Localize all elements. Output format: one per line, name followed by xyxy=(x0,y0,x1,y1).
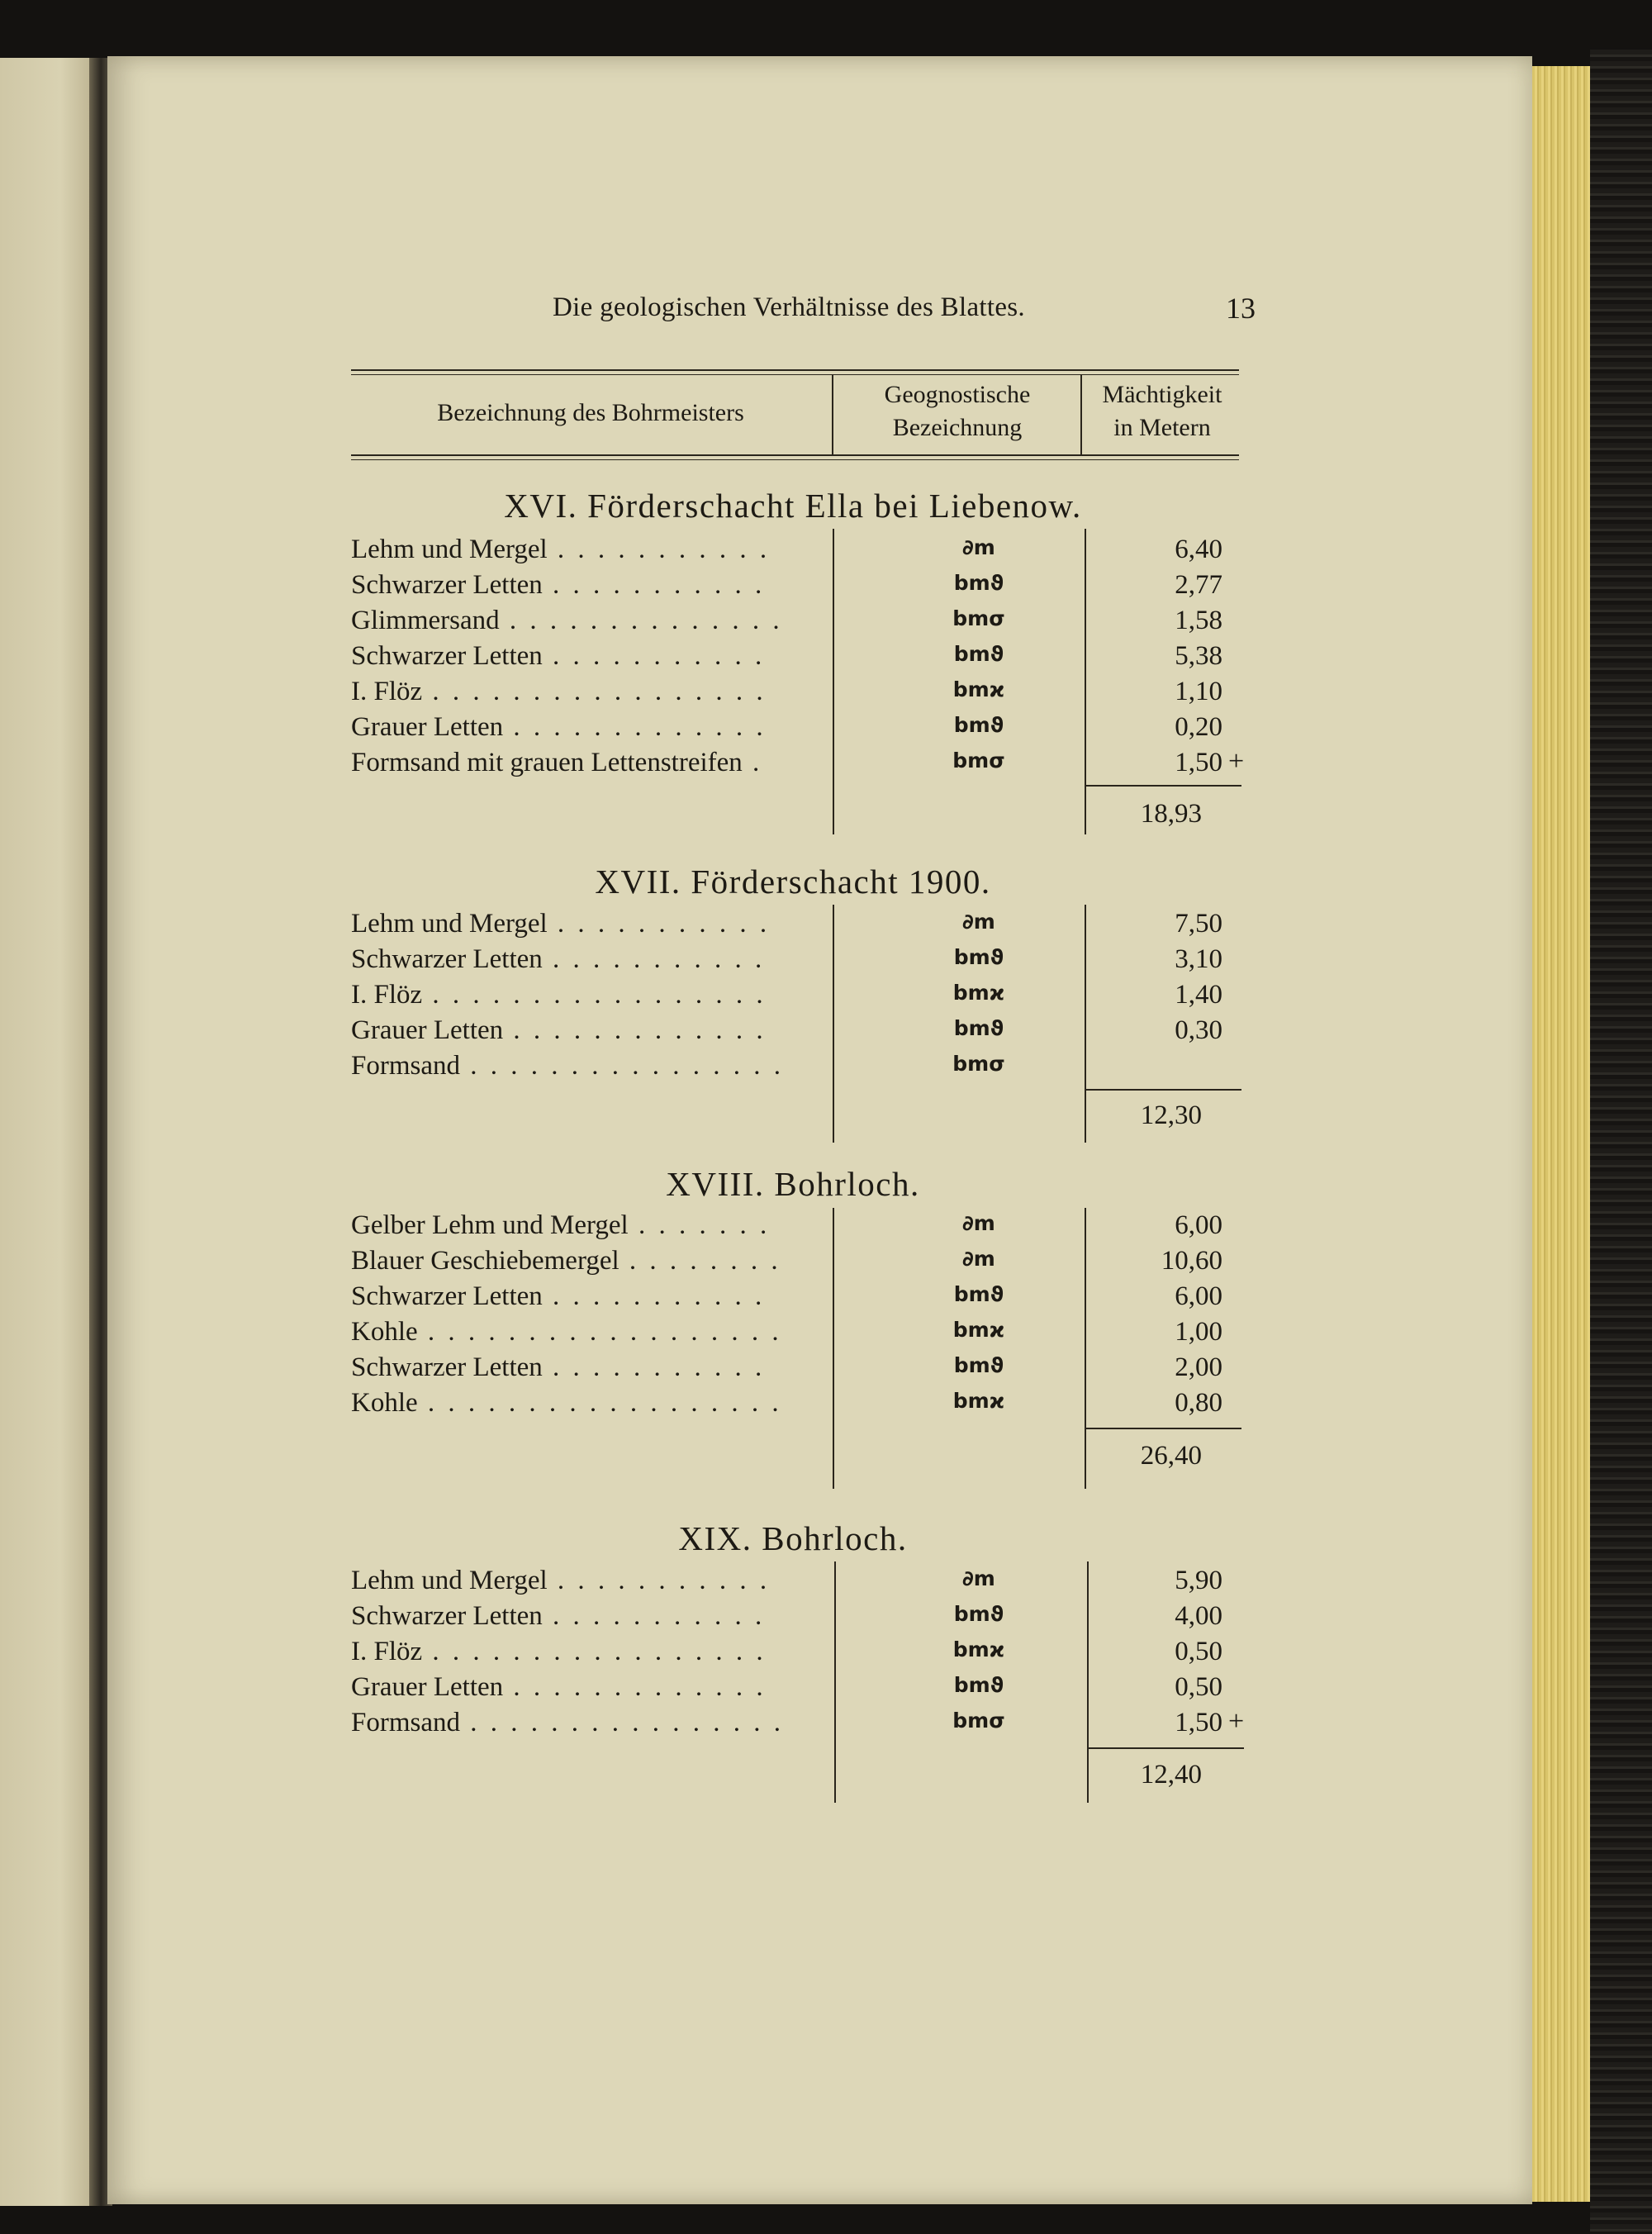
layer-name-text: I. Flöz xyxy=(351,980,423,1010)
layer-name xyxy=(351,1210,818,1241)
layer-name-text: Grauer Letten xyxy=(351,1015,504,1045)
geognostic-code: bmϑ xyxy=(953,1673,1004,1697)
layer-name-text: Glimmersand xyxy=(351,606,500,635)
layer-name-text: Schwarzer Letten xyxy=(351,1601,543,1631)
leader-dots: . . . . . . . . . . . . . . . . . . xyxy=(417,1388,782,1418)
geognostic-code: bmϑ xyxy=(953,1353,1004,1377)
sum-rule xyxy=(1087,1747,1244,1749)
table-row xyxy=(351,1210,1227,1246)
table-row xyxy=(351,1566,1227,1601)
leader-dots: . . . . . . . . . . . . . . . . xyxy=(460,1051,784,1081)
thickness-value: 6,40 xyxy=(1175,535,1222,564)
thickness-value: 0,50 xyxy=(1175,1637,1222,1666)
table-row xyxy=(351,1015,1227,1051)
table-row xyxy=(351,1388,1227,1424)
table-row xyxy=(351,1317,1227,1352)
layer-name xyxy=(351,1601,818,1632)
table-row xyxy=(351,909,1227,944)
layer-name xyxy=(351,1708,818,1738)
layer-name-text: Grauer Letten xyxy=(351,1672,504,1702)
header-bottom-rule xyxy=(351,454,1239,456)
header-divider-2 xyxy=(1080,374,1082,454)
geognostic-code: bmϑ xyxy=(953,713,1004,737)
column-divider-value xyxy=(1085,529,1086,834)
geognostic-code: ∂m xyxy=(962,1566,995,1590)
thickness-value: 1,00 xyxy=(1175,1317,1222,1347)
geognostic-code: ∂m xyxy=(962,910,995,934)
leader-dots: . . . . . . . . . . . . . . . . . . xyxy=(417,1317,782,1347)
thickness-value: 2,77 xyxy=(1175,570,1222,600)
table-row xyxy=(351,944,1227,980)
layer-name-text: Grauer Letten xyxy=(351,712,504,742)
thickness-value: 3,10 xyxy=(1175,944,1222,974)
layer-name-text: Lehm und Mergel xyxy=(351,1566,548,1595)
layer-name xyxy=(351,748,818,778)
layer-name-text: I. Flöz xyxy=(351,677,423,706)
layer-name xyxy=(351,712,818,743)
layer-name xyxy=(351,1388,818,1419)
leader-dots: . . . . . . . . . . . . . xyxy=(503,712,767,742)
table-row xyxy=(351,677,1227,712)
table-row xyxy=(351,1352,1227,1388)
geognostic-code: bmϰ xyxy=(952,677,1005,701)
thickness-value: 1,58 xyxy=(1175,606,1222,635)
table-row xyxy=(351,1246,1227,1281)
thickness-value: 0,30 xyxy=(1175,1015,1222,1045)
table-row xyxy=(351,1281,1227,1317)
thickness-value: 4,00 xyxy=(1175,1601,1222,1631)
layer-name xyxy=(351,909,818,939)
table-row xyxy=(351,606,1227,641)
table-row xyxy=(351,535,1227,570)
geognostic-code: bmϑ xyxy=(953,945,1004,969)
layer-name xyxy=(351,1566,818,1596)
page-block-edge xyxy=(1532,66,1590,2202)
geognostic-code: bmϑ xyxy=(953,1016,1004,1040)
section-total: 18,93 xyxy=(1140,799,1202,829)
leader-dots: . . . . . . . xyxy=(628,1210,771,1240)
layer-name-text: Formsand mit grauen Lettenstreifen xyxy=(351,748,743,777)
facing-page-edge xyxy=(0,58,101,2206)
column-header-maechtigkeit-line1: Mächtigkeit xyxy=(1102,381,1222,408)
geognostic-code: bmσ xyxy=(952,1709,1005,1733)
thickness-value: 0,50 xyxy=(1175,1672,1222,1702)
thickness-value: 6,00 xyxy=(1175,1281,1222,1311)
column-header-geognostisch-line1: Geognostische xyxy=(884,381,1031,408)
book-cover-edge xyxy=(1590,50,1652,2234)
table-row xyxy=(351,1706,1245,1743)
layer-name-text: Schwarzer Letten xyxy=(351,641,543,671)
layer-name-text: Formsand xyxy=(351,1708,460,1737)
table-row xyxy=(351,570,1227,606)
thickness-value: 1,40 xyxy=(1175,980,1222,1010)
leader-dots: . . . . . . . . . . . xyxy=(547,1566,771,1595)
thickness-value: 1,10 xyxy=(1175,677,1222,706)
running-title: Die geologischen Verhältnisse des Blattes. xyxy=(553,292,1025,322)
layer-name xyxy=(351,1637,818,1667)
geognostic-code: ∂m xyxy=(962,535,995,559)
section-title: XVI. Förderschacht Ella bei Liebenow. xyxy=(504,487,1082,525)
layer-name xyxy=(351,570,818,601)
section-title: XVIII. Bohrloch. xyxy=(666,1165,920,1203)
thickness-value: 1,50 xyxy=(1175,748,1222,777)
leader-dots: . . . . . . . . . . . xyxy=(547,909,771,939)
layer-name-text: Kohle xyxy=(351,1317,418,1347)
layer-name-text: Schwarzer Letten xyxy=(351,1281,543,1311)
leader-dots: . . . . . . . . . . . xyxy=(542,1601,766,1631)
header-top-rule-2 xyxy=(351,374,1239,375)
geognostic-code: bmϑ xyxy=(953,571,1004,595)
geognostic-code: bmσ xyxy=(952,749,1005,772)
thickness-value: 5,38 xyxy=(1175,641,1222,671)
column-divider-geo xyxy=(833,1208,834,1489)
geognostic-code: bmσ xyxy=(952,606,1005,630)
layer-name-text: Gelber Lehm und Mergel xyxy=(351,1210,629,1240)
thickness-value: 0,80 xyxy=(1175,1388,1222,1418)
layer-name-text: I. Flöz xyxy=(351,1637,423,1666)
sum-rule xyxy=(1085,1089,1241,1091)
leader-dots: . . . . . . . . . . . xyxy=(542,641,766,671)
layer-name-text: Schwarzer Letten xyxy=(351,1352,543,1382)
layer-name-text: Schwarzer Letten xyxy=(351,944,543,974)
layer-name xyxy=(351,535,818,565)
thickness-value: 2,00 xyxy=(1175,1352,1222,1382)
header-divider-1 xyxy=(832,374,833,454)
layer-name xyxy=(351,980,818,1010)
layer-name-text: Formsand xyxy=(351,1051,460,1081)
leader-dots: . . . . . . . . . . . . . . xyxy=(499,606,783,635)
column-header-bohrmeister: Bezeichnung des Bohrmeisters xyxy=(437,399,744,426)
layer-name xyxy=(351,1317,818,1348)
column-divider-geo xyxy=(833,905,834,1143)
thickness-value: 6,00 xyxy=(1175,1210,1222,1240)
leader-dots: . . . . . . . . . . . xyxy=(542,1352,766,1382)
thickness-value: 10,60 xyxy=(1161,1246,1222,1276)
layer-name-text: Schwarzer Letten xyxy=(351,570,543,600)
column-divider-geo xyxy=(834,1561,836,1803)
layer-name xyxy=(351,1281,818,1312)
geognostic-code: bmϰ xyxy=(952,1318,1005,1342)
thickness-value: 1,50 xyxy=(1175,1708,1222,1737)
table-row xyxy=(351,712,1227,748)
column-header-maechtigkeit xyxy=(1084,378,1241,444)
geognostic-code: bmϰ xyxy=(952,1637,1005,1661)
geognostic-code: ∂m xyxy=(962,1247,995,1271)
leader-dots: . xyxy=(742,748,763,777)
section-total: 12,30 xyxy=(1140,1100,1202,1130)
geognostic-code: bmϰ xyxy=(952,981,1005,1005)
leader-dots: . . . . . . . . . . . xyxy=(542,944,766,974)
sum-rule xyxy=(1085,1428,1241,1429)
geognostic-code: bmσ xyxy=(952,1052,1005,1076)
geognostic-code: ∂m xyxy=(962,1211,995,1235)
column-header-geognostisch xyxy=(834,378,1080,444)
table-row xyxy=(351,746,1245,783)
layer-name-text: Blauer Geschiebemergel xyxy=(351,1246,620,1276)
book-page xyxy=(107,56,1532,2204)
thickness-value: 0,20 xyxy=(1175,712,1222,742)
leader-dots: . . . . . . . . . . . . . . . . . xyxy=(422,677,767,706)
column-header-maechtigkeit-line2: in Metern xyxy=(1113,414,1211,441)
section-title: XIX. Bohrloch. xyxy=(678,1519,908,1557)
leader-dots: . . . . . . . . xyxy=(619,1246,781,1276)
table-row xyxy=(351,1051,1227,1086)
layer-name xyxy=(351,1672,818,1703)
table-row xyxy=(351,1601,1227,1637)
sum-rule xyxy=(1085,785,1241,787)
leader-dots: . . . . . . . . . . . . . . . . . xyxy=(422,980,767,1010)
layer-name xyxy=(351,944,818,975)
leader-dots: . . . . . . . . . . . . . xyxy=(503,1672,767,1702)
plus-mark: + xyxy=(1228,746,1245,777)
layer-name xyxy=(351,1051,818,1081)
layer-name xyxy=(351,1246,818,1276)
header-bottom-rule-2 xyxy=(351,459,1239,460)
table-row xyxy=(351,1672,1227,1708)
thickness-value: 5,90 xyxy=(1175,1566,1222,1595)
leader-dots: . . . . . . . . . . . xyxy=(542,1281,766,1311)
leader-dots: . . . . . . . . . . . . . xyxy=(503,1015,767,1045)
layer-name-text: Lehm und Mergel xyxy=(351,535,548,564)
geognostic-code: bmϑ xyxy=(953,642,1004,666)
leader-dots: . . . . . . . . . . . . . . . . . xyxy=(422,1637,767,1666)
layer-name xyxy=(351,606,818,636)
section-total: 26,40 xyxy=(1140,1441,1202,1471)
page-number: 13 xyxy=(1226,292,1256,325)
leader-dots: . . . . . . . . . . . . . . . . xyxy=(460,1708,784,1737)
thickness-value: 7,50 xyxy=(1175,909,1222,939)
table-row xyxy=(351,980,1227,1015)
section-title: XVII. Förderschacht 1900. xyxy=(595,863,991,901)
layer-name xyxy=(351,677,818,707)
geognostic-code: bmϑ xyxy=(953,1602,1004,1626)
leader-dots: . . . . . . . . . . . xyxy=(547,535,771,564)
leader-dots: . . . . . . . . . . . xyxy=(542,570,766,600)
section-total: 12,40 xyxy=(1140,1760,1202,1790)
header-top-rule xyxy=(351,369,1239,371)
plus-mark: + xyxy=(1228,1706,1245,1737)
column-divider-geo xyxy=(833,529,834,834)
layer-name-text: Lehm und Mergel xyxy=(351,909,548,939)
geognostic-code: bmϰ xyxy=(952,1389,1005,1413)
layer-name xyxy=(351,641,818,672)
geognostic-code: bmϑ xyxy=(953,1282,1004,1306)
layer-name xyxy=(351,1015,818,1046)
column-header-geognostisch-line2: Bezeichnung xyxy=(892,414,1023,441)
layer-name xyxy=(351,1352,818,1383)
table-row xyxy=(351,641,1227,677)
table-row xyxy=(351,1637,1227,1672)
layer-name-text: Kohle xyxy=(351,1388,418,1418)
